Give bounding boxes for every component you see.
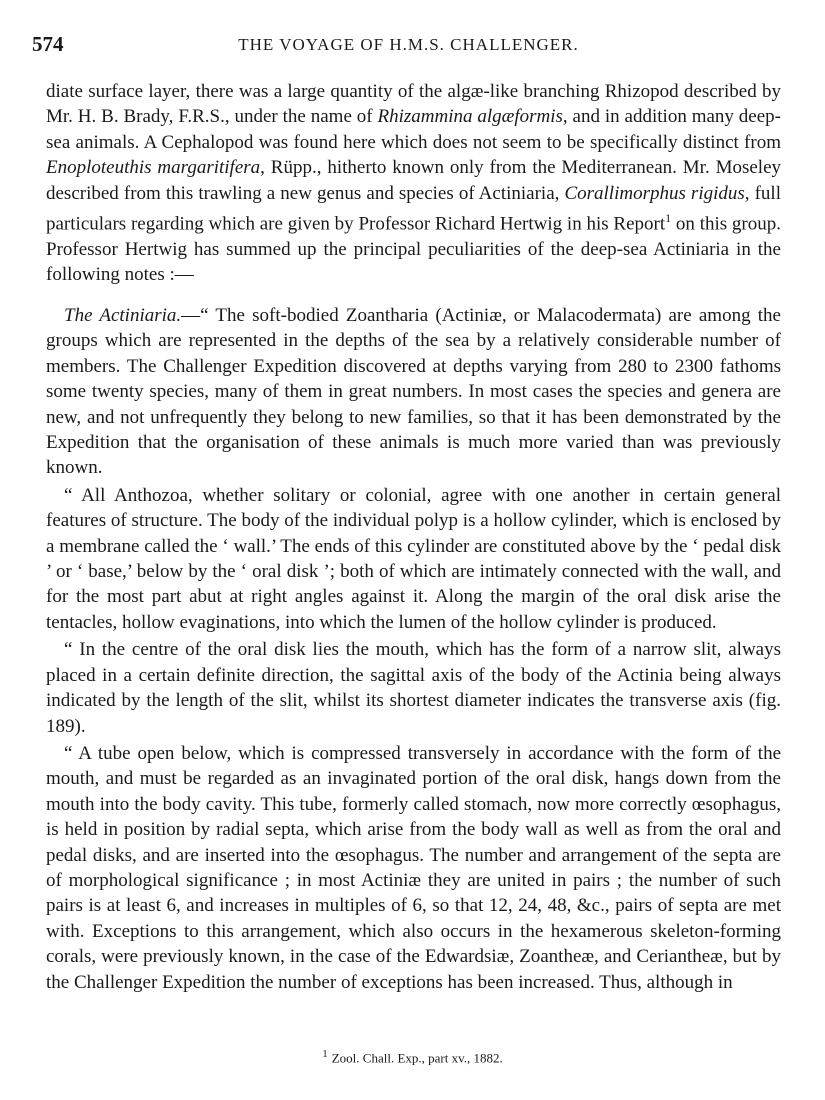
intro-text: , Rüpp., hitherto known only from the Mediterranean. Mr. Moseley described from this trawling a new genus and species of Actiniaria, <box>46 157 782 204</box>
notes-paragraph: “ In the centre of the oral disk lies the mouth, which has the form of a narrow slit, always placed in a certain definite direction, the sagittal axis of the body of the Actinia being always indicated by the length of the slit, whilst its shortest diameter indicates the transverse axis (fig. 189). <box>46 639 781 737</box>
intro-text: , full particulars regarding which are given by Professor Richard Hertwig in his Report <box>46 182 781 235</box>
section-title: The Actiniaria. <box>64 305 182 326</box>
intro-text: diate surface layer, there was a large quantity of the algæ-like branching Rhizopod described by Mr. H. B. Brady, F.R.S., under the name of <box>46 81 781 128</box>
intro-text: on this group. Professor Hertwig has summed up the principal peculiarities of the deep-sea Actiniaria in the following notes :— <box>46 213 781 286</box>
footnote-reference: 1 <box>665 211 672 226</box>
running-head: THE VOYAGE OF H.M.S. CHALLENGER. <box>238 35 579 54</box>
intro-text: , and in addition many deep-sea animals. A Cephalopod was found here which does not seem to be specifically distinct from <box>46 106 782 153</box>
page-header <box>32 32 785 56</box>
actiniaria-notes <box>46 303 781 995</box>
intro-paragraph <box>46 79 781 288</box>
footnote-mark: 1 <box>322 1048 328 1060</box>
footnote-text: Zool. Chall. Exp., part xv., 1882. <box>331 1050 503 1066</box>
notes-paragraph: “ All Anthozoa, whether solitary or colonial, agree with one another in certain general features of structure. The body of the individual polyp is a hollow cylinder, which is enclosed by a membrane called the ‘ wall.’ The ends of this cylinder are constituted above by the ‘ pedal disk ’ or ‘ base,’ below by the ‘ oral disk ’; both of which are intimately connected with the wall, and for the most part abut at right angles against it. Along the margin of the oral disk arise the tentacles, hollow evaginations, into which the lumen of the hollow cylinder is produced. <box>46 484 781 633</box>
species-name: Corallimorphus rigidus <box>564 182 745 204</box>
notes-paragraph: “ A tube open below, which is compressed transversely in accordance with the form of the mouth, and must be regarded as an invaginated portion of the oral disk, hangs down from the mouth into the body cavity. This tube, formerly called stomach, now more correctly œsophagus, is held in position by radial septa, which arise from the body wall as well as from the oral and pedal disks, and are inserted into the œsophagus. The number and arrangement of the septa are of morphological significance ; in most Actiniæ they are united in pairs ; the number of such pairs is at least 6, and increases in multiples of 6, so that 12, 24, 48, &c., pairs of septa are met with. Exceptions to this arrangement, which also occurs in the hexamerous skeleton-forming corals, were previously known, in the case of the Edwardsiæ, Zoantheæ, and Cerianthеæ, but by the Challenger Expedition the number of exceptions has been increased. Thus, although in <box>46 742 781 993</box>
footnote <box>0 1048 825 1066</box>
paragraph-text: —“ The soft-bodied Zoantharia (Actiniæ, or Malacodermata) are among the groups which are represented in the depths of the sea by a relatively considerable number of members. The Challenger Expedition discovered at depths varying from 280 to 2300 fathoms some twenty species, many of them in great numbers. In most cases the species and genera are new, and not unfrequently they belong to new families, so that it has been demonstrated by the Expedition that the organisation of these animals is much more varied than was previously known. <box>46 305 781 479</box>
species-name: Rhizammina algæformis <box>377 106 563 128</box>
notes-paragraph <box>46 303 781 481</box>
page-number: 574 <box>32 32 64 56</box>
species-name: Enoploteuthis margaritifera <box>46 157 261 179</box>
